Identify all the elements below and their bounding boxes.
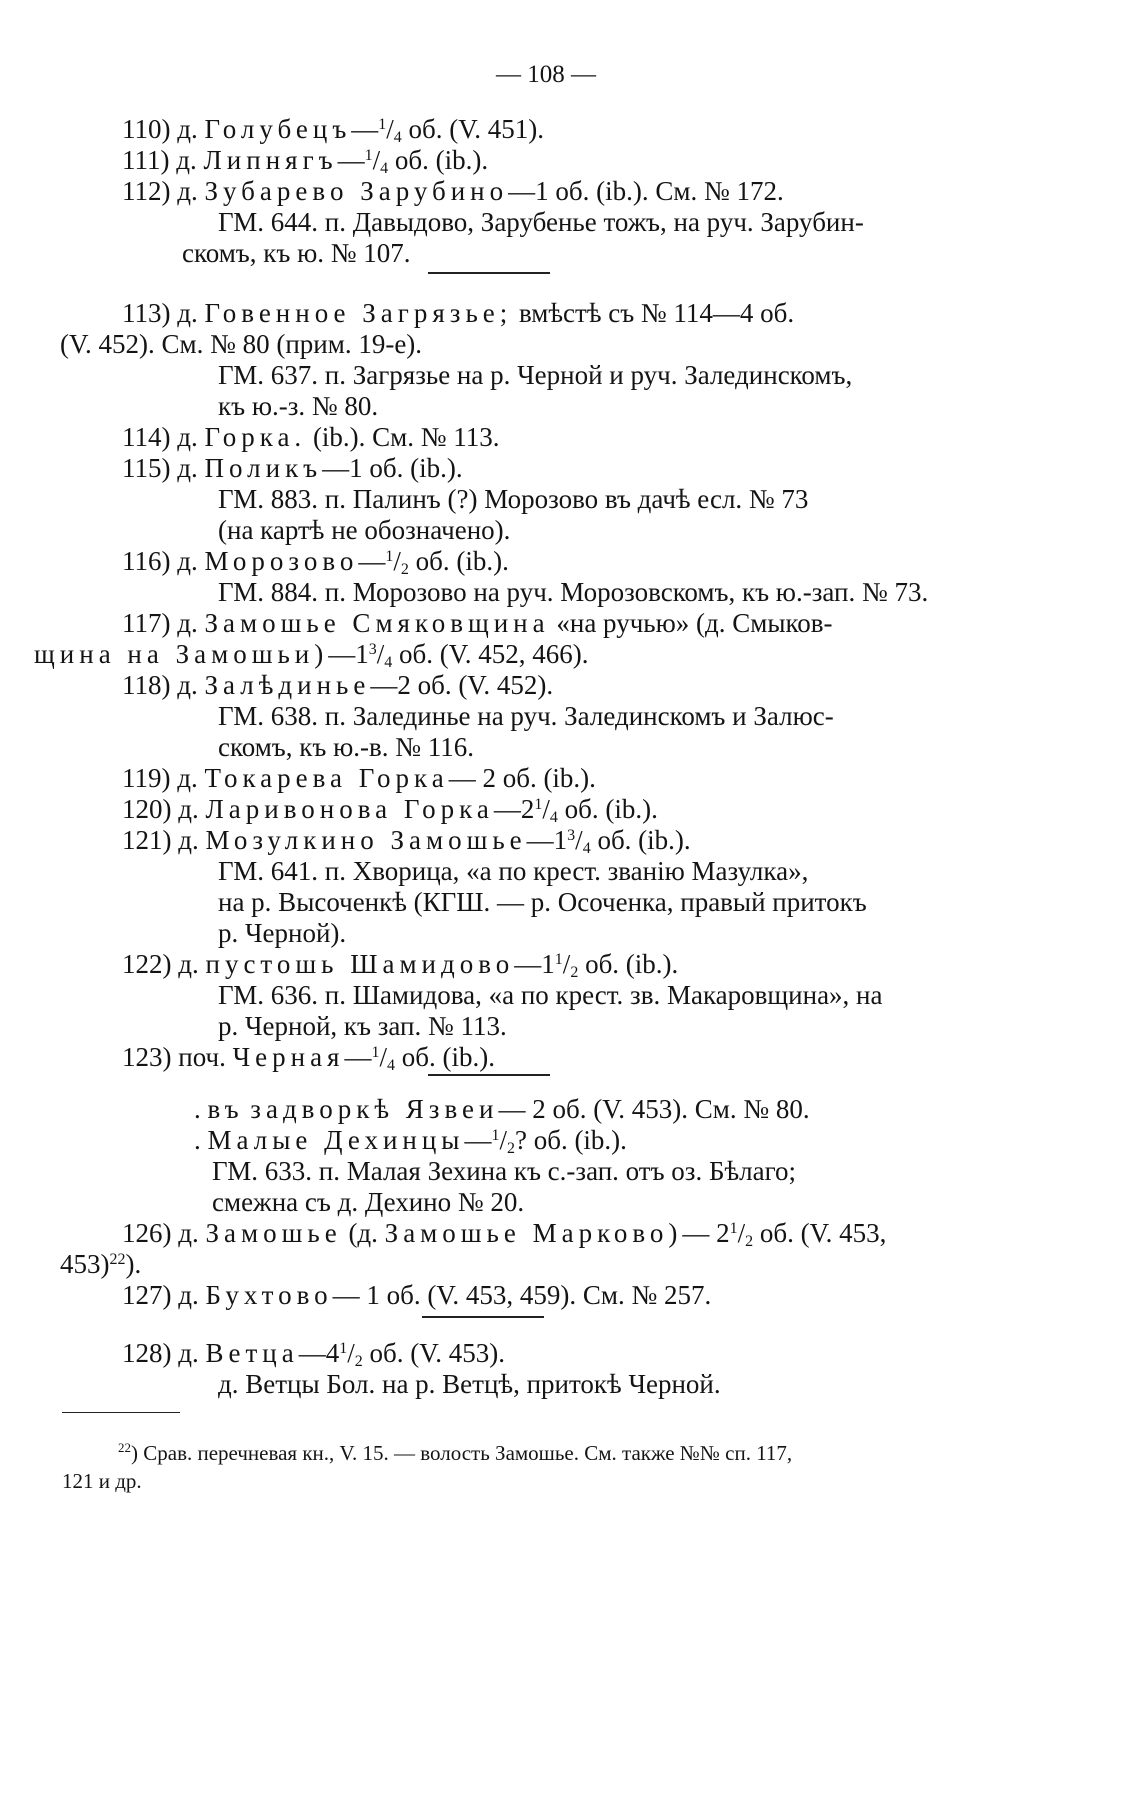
gm-note-116-line1: ГМ. 884. п. Морозово на руч. Морозовскомъ, къ ю.-зап. № 73. <box>218 577 929 607</box>
page-number: — 108 — <box>496 61 596 88</box>
footnote-mark: 22 <box>118 1440 131 1455</box>
entry-128-note: д. Ветцы Бол. на р. Ветцѣ, притокѣ Черной. <box>218 1369 721 1399</box>
entry-128: 128) д. $Ветца—4^1/_2$ об. (V. 453). <box>122 1338 505 1370</box>
entry-name: Горка. <box>204 422 307 452</box>
entry-124: . въ задворкѣ Язвеи— 2 об. (V. 453). См. № 80. <box>194 1094 810 1124</box>
entry-number: 113) <box>122 298 171 328</box>
gm-note-122-line1: ГМ. 636. п. Шамидова, «а по крест. зв. Макаровщина», на <box>218 980 883 1010</box>
entry-117-continuation: щина на $Замошьи)—1^3/_4$ об. (V. 452, 466). <box>34 639 589 671</box>
entry-name: Бухтово <box>205 1280 333 1310</box>
entry-number: 123) <box>122 1042 172 1072</box>
entry-119: 119) д. Токарева Горка— 2 об. (ib.). <box>122 763 596 793</box>
entry-114: 114) д. Горка. (ib.). См. № 113. <box>122 422 500 452</box>
entry-125: . Малые $Дехинцы—^1/_2$? об. (ib.). <box>194 1125 627 1157</box>
gm-note-121-line1: ГМ. 641. п. Хворица, «а по крест. званію Мазулка», <box>218 856 809 886</box>
gm-note-125-line1: ГМ. 633. п. Малая Зехина къ с.-зап. отъ оз. Бѣлаго; <box>212 1156 796 1186</box>
footnote-line2: 121 и др. <box>62 1469 142 1493</box>
entry-120: 120) д. Ларивонова $Горка—2^1/_4$ об. (ib.). <box>122 794 658 826</box>
entry-name: Мозулкино Замошье <box>205 825 527 855</box>
gm-note-121-line3: р. Черной). <box>218 918 347 948</box>
footnote-separator <box>62 1412 180 1413</box>
entry-number: 121) <box>122 825 172 855</box>
entry-116: 116) д. $Морозово—^1/_2$ об. (ib.). <box>122 546 509 578</box>
entry-number: 122) <box>122 949 172 979</box>
gm-note-112-line1: ГМ. 644. п. Давыдово, Зарубенье тожъ, на руч. Зарубин- <box>218 207 864 237</box>
section-divider <box>428 272 550 274</box>
entry-name: Малые Дехинцы <box>207 1125 465 1155</box>
entry-111: 111) д. $Липнягъ—^1/_4$ об. (ib.). <box>122 145 489 177</box>
entry-number: . <box>194 1094 201 1124</box>
entry-name: Морозово <box>204 546 359 576</box>
section-divider <box>422 1316 544 1318</box>
entry-115: 115) д. Поликъ—1 об. (ib.). <box>122 453 463 483</box>
entry-number: 116) <box>122 546 171 576</box>
entry-name: Замошье Смяковщина <box>204 608 550 638</box>
entry-number: 117) <box>122 608 171 638</box>
entry-number: 128) <box>122 1338 172 1368</box>
entry-126: 126) д. Замошье (д. Замошье Марково)— $2^1/_2$ об. (V. 453, <box>122 1218 887 1250</box>
entry-113: 113) д. Говенное Загрязье; вмѣстѣ съ № 114—4 об. <box>122 298 795 328</box>
entry-121: 121) д. Мозулкино $Замошье—1^3/_4$ об. (ib.). <box>122 825 691 857</box>
gm-note-122-line2: р. Черной, къ зап. № 113. <box>218 1011 507 1041</box>
entry-name: Замошье <box>205 1218 342 1248</box>
footnote-ref: 22 <box>109 1251 126 1268</box>
entry-number: 120) <box>122 794 172 824</box>
entry-117: 117) д. Замошье Смяковщина «на ручью» (д. Смыков- <box>122 608 833 638</box>
entry-name: Токарева Горка <box>204 763 449 793</box>
gm-note-113-line2: къ ю.-з. № 80. <box>218 391 379 421</box>
gm-note-118-line1: ГМ. 638. п. Залединье на руч. Залединскомъ и Залюс- <box>218 701 834 731</box>
entry-name: Черная <box>232 1042 345 1072</box>
entry-number: 114) <box>122 422 171 452</box>
entry-118: 118) д. Залѣдинье—2 об. (V. 452). <box>122 670 554 700</box>
footnote-line1: $^{22}$) Срав. перечневая кн., V. 15. — волость Замошье. См. также №№ сп. 117, <box>118 1440 793 1465</box>
entry-113-continuation: (V. 452). См. № 80 (прим. 19-е). <box>60 329 423 359</box>
gm-note-113-line1: ГМ. 637. п. Загрязье на р. Черной и руч. Залединскомъ, <box>218 360 853 390</box>
entry-number: 126) <box>122 1218 172 1248</box>
gm-note-125-line2: смежна съ д. Дехино № 20. <box>212 1187 525 1217</box>
entry-name: Залѣдинье <box>204 670 371 700</box>
gm-note-121-line2: на р. Высоченкѣ (КГШ. — р. Осоченка, правый притокъ <box>218 887 867 917</box>
entry-112: 112) д. Зубарево Зарубино—1 об. (ib.). См. № 172. <box>122 176 784 206</box>
entry-name: Ветца <box>205 1338 299 1368</box>
gm-note-112-line2: скомъ, къ ю. № 107. <box>182 238 411 268</box>
gm-note-115-line1: ГМ. 883. п. Палинъ (?) Морозово въ дачѣ есл. № 73 <box>218 484 809 514</box>
entry-name: Липнягъ <box>203 145 338 175</box>
entry-number: 127) <box>122 1280 172 1310</box>
entry-number: 119) <box>122 763 171 793</box>
entry-name: Поликъ <box>204 453 323 483</box>
gm-note-115-line2: (на картѣ не обозначено). <box>218 515 511 545</box>
entry-number: 115) <box>122 453 171 483</box>
entry-127: 127) д. Бухтово— 1 об. (V. 453, 459). См. № 257. <box>122 1280 712 1310</box>
entry-122: 122) д. пустошь $Шамидово—1^1/_2$ об. (ib.). <box>122 949 679 981</box>
entry-number: . <box>194 1125 201 1155</box>
entry-name: Голубецъ <box>204 114 352 144</box>
entry-name: Ларивонова Горка <box>205 794 494 824</box>
entry-126-continuation: 453)$^{22}$). <box>60 1249 142 1279</box>
entry-name: пустошь Шамидово <box>205 949 515 979</box>
entry-name: Зубарево Зарубино <box>204 176 509 206</box>
entry-number: 112) <box>122 176 171 206</box>
entry-123: 123) поч. $Черная—^1/_4$ об. (ib.). <box>122 1042 495 1074</box>
entry-number: 111) <box>122 145 170 175</box>
entry-110: 110) д. $Голубецъ—^1/_4$ об. (V. 451). <box>122 114 545 146</box>
section-divider <box>428 1074 550 1076</box>
entry-number: 118) <box>122 670 171 700</box>
entry-name: Говенное Загрязье; <box>204 298 513 328</box>
gm-note-118-line2: скомъ, къ ю.-в. № 116. <box>218 732 475 762</box>
entry-number: 110) <box>122 114 171 144</box>
entry-name: задворкѣ Язвеи <box>250 1094 499 1124</box>
